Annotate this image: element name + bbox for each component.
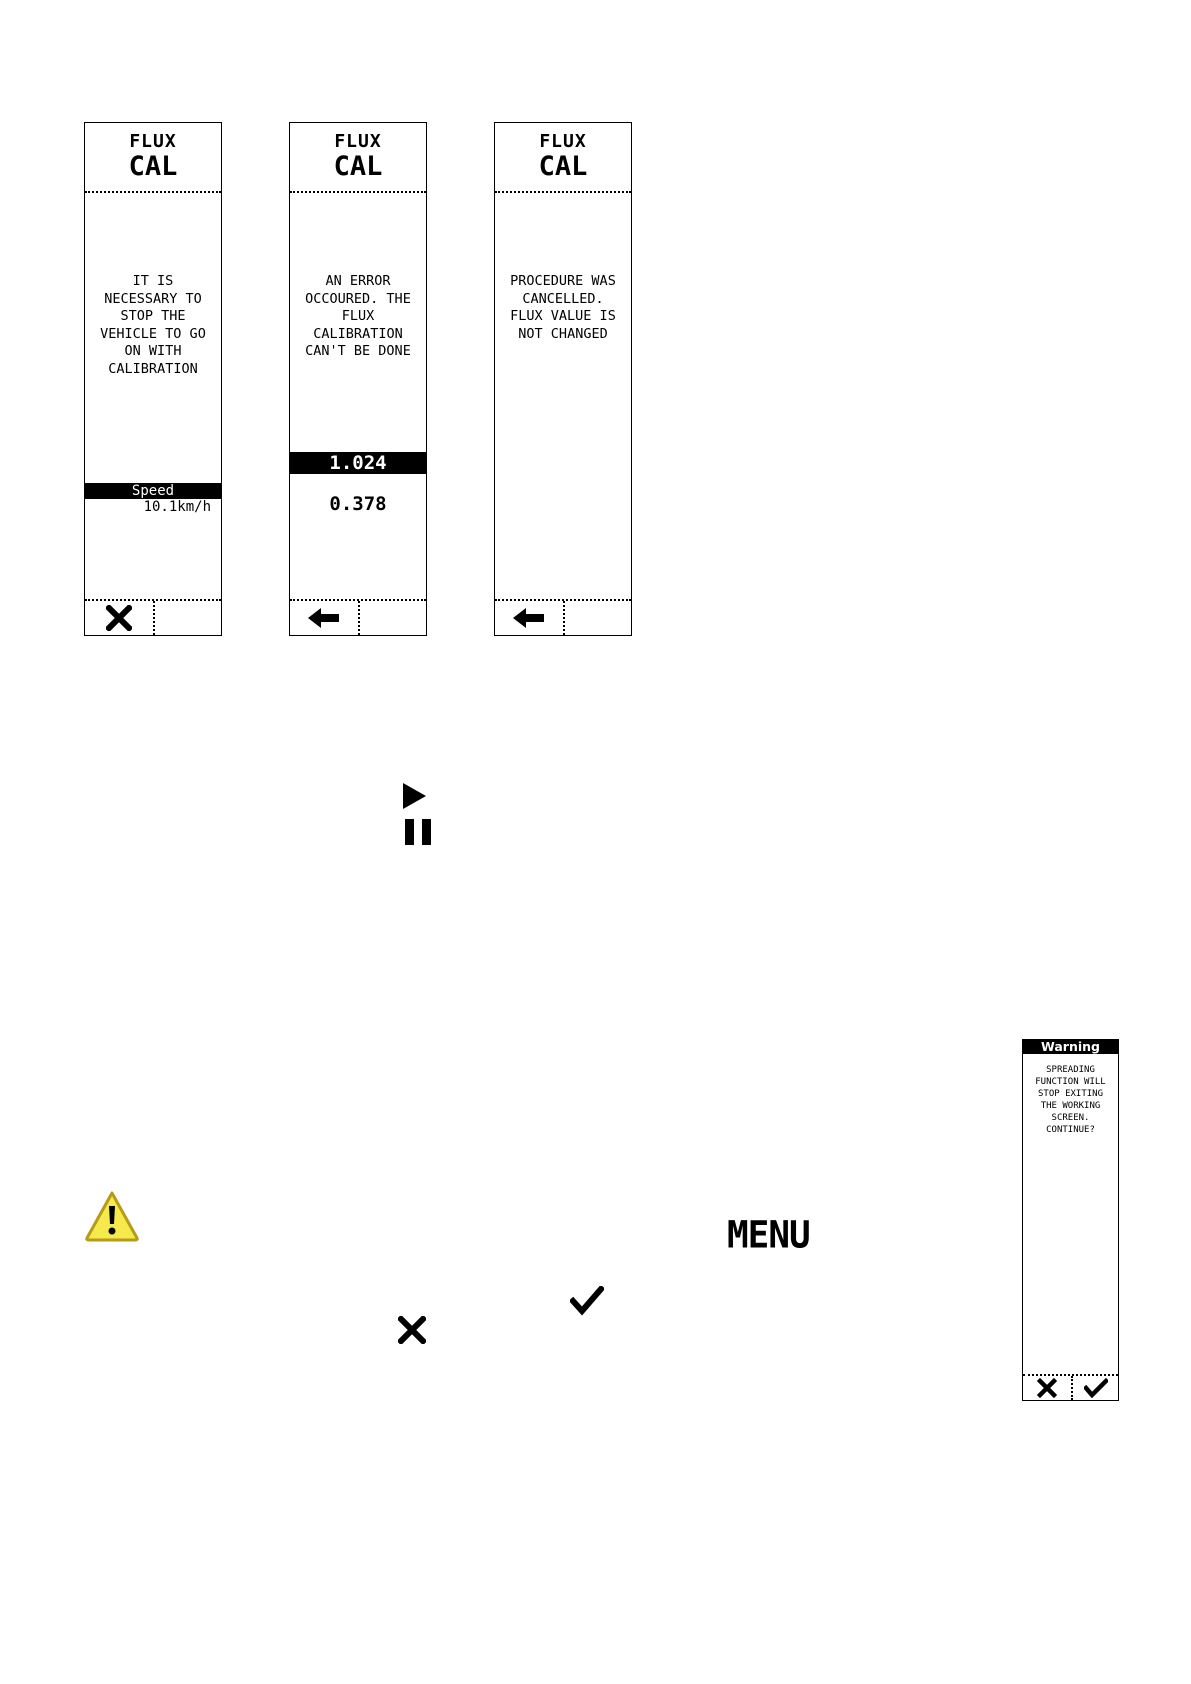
screen-message: IT IS NECESSARY TO STOP THE VEHICLE TO GO ON WITH CALIBRATION [100,273,206,377]
screen-message: PROCEDURE WAS CANCELLED. FLUX VALUE IS NOT CHANGED [510,273,616,342]
back-arrow-icon [307,607,341,629]
confirm-button[interactable] [1073,1376,1119,1400]
screen-title [85,123,221,193]
close-icon [398,1316,426,1344]
flux-value-bar: 1.024 [290,452,426,474]
play-icon [400,782,428,810]
screen-footer [85,599,221,635]
flux-cal-screen-stop-vehicle [84,122,222,636]
close-icon [106,605,132,631]
flux-cal-screen-cancelled [494,122,632,636]
flux-secondary-value: 0.378 [329,493,387,515]
back-button[interactable] [495,601,563,635]
screen-title [495,123,631,193]
screen-footer [290,599,426,635]
footer-divider [358,601,360,635]
screen-title-line1: FLUX [539,131,587,152]
speed-value: 10.1km/h [143,499,211,515]
footer-divider [153,601,155,635]
speed-label-bar: Speed [85,483,221,499]
warning-dialog-screen [1022,1039,1119,1401]
back-button[interactable] [290,601,358,635]
screen-title-line2: CAL [128,151,178,182]
screen-title [290,123,426,193]
flux-cal-screen-error [289,122,427,636]
screen-title-line2: CAL [333,151,383,182]
cancel-button[interactable] [85,601,153,635]
pause-icon [404,818,434,846]
warning-footer [1023,1374,1118,1400]
check-icon [1084,1378,1108,1398]
footer-divider [563,601,565,635]
screen-title-line2: CAL [538,151,588,182]
check-icon [570,1286,604,1316]
menu-label: MENU [727,1213,810,1257]
warning-title: Warning [1023,1040,1118,1054]
close-icon [1037,1378,1057,1398]
screen-footer [495,599,631,635]
cancel-button[interactable] [1023,1376,1071,1400]
warning-message: SPREADING FUNCTION WILL STOP EXITING THE WORKING SCREEN. CONTINUE? [1035,1065,1106,1135]
warning-icon [84,1190,140,1242]
back-arrow-icon [512,607,546,629]
screen-title-line1: FLUX [129,131,177,152]
screen-title-line1: FLUX [334,131,382,152]
screen-message: AN ERROR OCCOURED. THE FLUX CALIBRATION CAN'T BE DONE [305,273,411,359]
